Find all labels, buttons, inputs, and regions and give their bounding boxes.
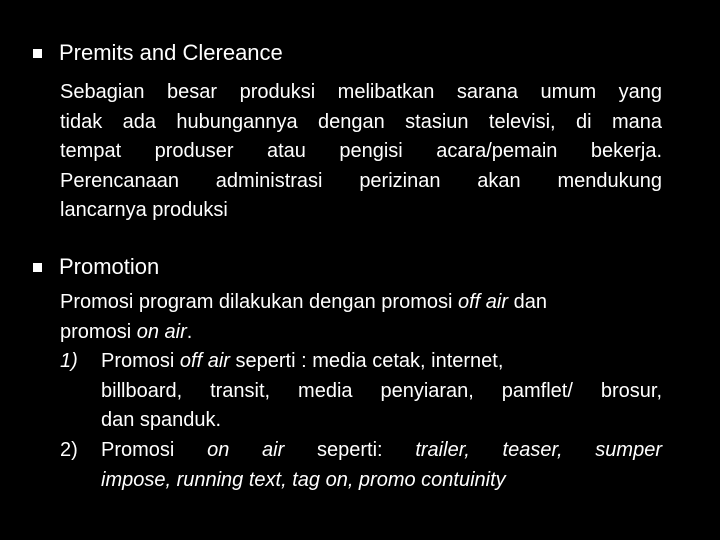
section-premits — [33, 39, 283, 67]
paragraph-line: lancarnya produksi — [60, 199, 228, 222]
list-number: 1) — [60, 350, 78, 372]
promotion-intro — [60, 288, 662, 347]
list-line: impose, running text, tag on, promo contuinity — [101, 468, 506, 491]
intro-line: Promosi program dilakukan dengan promosi off air dan — [60, 291, 547, 313]
intro-line: promosi on air. — [60, 320, 193, 343]
list-line: Promosi off air seperti : media cetak, internet, — [101, 350, 504, 372]
list-line: Promosi on air seperti: trailer, teaser, sumper — [101, 439, 662, 461]
list-line: dan spanduk. — [101, 409, 222, 432]
section-heading: Premits and Clereance — [59, 40, 283, 65]
square-bullet-icon — [33, 263, 42, 272]
list-item — [60, 347, 662, 436]
section-paragraph — [60, 78, 662, 226]
list-number: 2) — [60, 439, 78, 461]
square-bullet-icon — [33, 49, 42, 58]
list-item — [60, 436, 662, 495]
section-promotion — [33, 253, 159, 281]
paragraph-line: Perencanaan administrasi perizinan akan mendukung — [60, 169, 662, 192]
section-heading: Promotion — [59, 254, 160, 279]
list-line: billboard, transit, media penyiaran, pamflet/ brosur, — [101, 379, 662, 402]
paragraph-line: Sebagian besar produksi melibatkan sarana umum yang — [60, 81, 662, 103]
paragraph-line: tempat produser atau pengisi acara/pemain bekerja. — [60, 140, 662, 163]
paragraph-line: tidak ada hubungannya dengan stasiun televisi, di mana — [60, 110, 662, 133]
